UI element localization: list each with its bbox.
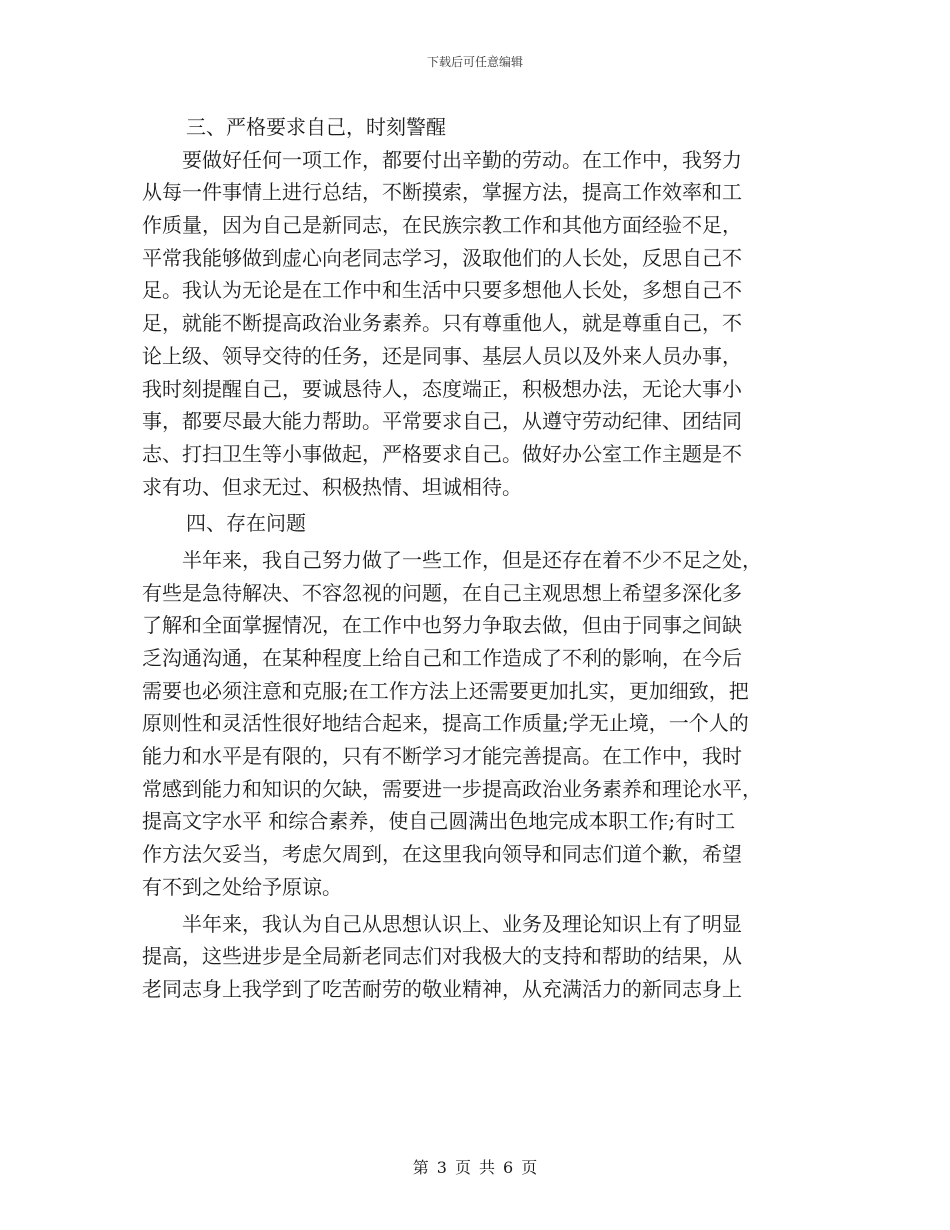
paragraph-line: 足。我认为无论是在工作中和生活中只要多想他人长处，多想自己不 <box>142 278 742 303</box>
footer-prefix: 第 <box>412 1158 429 1177</box>
document-body <box>142 111 810 1006</box>
paragraph-line: 有不到之处给予原谅。 <box>142 874 342 899</box>
footer-page-word: 页 <box>454 1158 471 1177</box>
paragraph-line: 平常我能够做到虚心向老同志学习，汲取他们的人长处，反思自己不 <box>142 245 742 270</box>
paragraph-line: 提高，这些进步是全局新老同志们对我极大的支持和帮助的结果，从 <box>142 944 742 969</box>
paragraph-line: 半年来，我自己努力做了一些工作，但是还存在着不少不足之处， <box>182 547 762 572</box>
footer-current-page: 3 <box>436 1158 447 1177</box>
paragraph-line: 有些是急待解决、不容忽视的问题，在自己主观思想上希望多深化多 <box>142 580 742 605</box>
header-note: 下载后可任意编辑 <box>426 55 523 69</box>
section-heading-4: 四、存在问题 <box>186 511 306 536</box>
paragraph-line: 老同志身上我学到了吃苦耐劳的敬业精神，从充满活力的新同志身上 <box>142 976 742 1001</box>
paragraph-line: 了解和全面掌握情况，在工作中也努力争取去做，但由于同事之间缺 <box>142 613 742 638</box>
paragraph-line: 从每一件事情上进行总结，不断摸索，掌握方法，提高工作效率和工 <box>142 180 742 205</box>
paragraph-line: 足，就能不断提高政治业务素养。只有尊重他人，就是尊重自己，不 <box>142 311 742 336</box>
paragraph-line: 原则性和灵活性很好地结合起来，提高工作质量;学无止境，一个人的 <box>142 711 749 736</box>
footer-total-pages: 6 <box>503 1158 514 1177</box>
footer-total-word: 共 <box>479 1158 496 1177</box>
paragraph-line: 事，都要尽最大能力帮助。平常要求自己，从遵守劳动纪律、团结同 <box>142 409 742 434</box>
paragraph-line: 提高文字水平 和综合素养，使自己圆满出色地完成本职工作;有时工 <box>142 809 736 834</box>
paragraph-line: 作方法欠妥当，考虑欠周到，在这里我向领导和同志们道个歉，希望 <box>142 842 742 867</box>
paragraph-line: 求有功、但求无过、积极热情、坦诚相待。 <box>142 474 522 499</box>
footer-suffix: 页 <box>521 1158 538 1177</box>
paragraph-line: 需要也必须注意和克服;在工作方法上还需要更加扎实，更加细致，把 <box>142 678 749 703</box>
paragraph-line: 半年来，我认为自己从思想认识上、业务及理论知识上有了明显 <box>182 911 742 936</box>
paragraph-line: 乏沟通沟通，在某种程度上给自己和工作造成了不利的影响，在今后 <box>142 646 742 670</box>
paragraph-line: 能力和水平是有限的，只有不断学习才能完善提高。在工作中，我时 <box>142 744 742 769</box>
section-heading-3: 三、严格要求自己，时刻警醒 <box>186 115 446 139</box>
paragraph-line: 作质量，因为自己是新同志，在民族宗教工作和其他方面经验不足， <box>142 213 742 238</box>
paragraph-line: 志、打扫卫生等小事做起，严格要求自己。做好办公室工作主题是不 <box>142 441 742 466</box>
paragraph-line: 常感到能力和知识的欠缺，需要进一步提高政治业务素养和理论水平， <box>142 776 762 801</box>
paragraph-line: 要做好任何一项工作，都要付出辛勤的劳动。在工作中，我努力 <box>182 147 742 172</box>
paragraph-line: 我时刻提醒自己，要诚恳待人，态度端正，积极想办法，无论大事小 <box>142 376 742 401</box>
paragraph-line: 论上级、领导交待的任务，还是同事、基层人员以及外来人员办事， <box>142 343 742 368</box>
page-footer <box>0 1155 950 1178</box>
